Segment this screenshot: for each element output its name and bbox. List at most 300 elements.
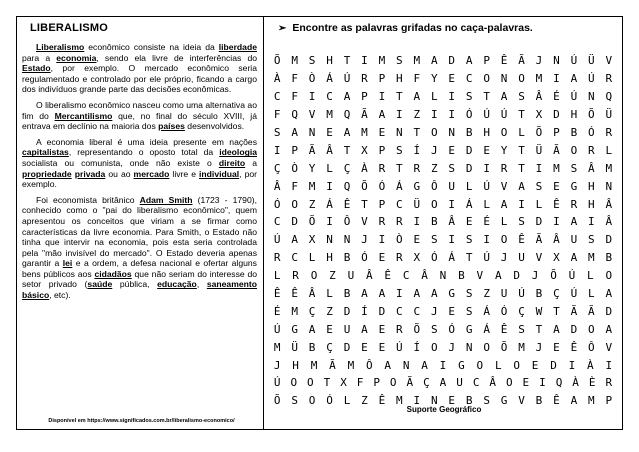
grid-letter[interactable]: E	[483, 143, 490, 157]
grid-letter[interactable]: O	[518, 72, 525, 86]
grid-letter[interactable]: U	[448, 179, 456, 193]
grid-letter[interactable]: N	[439, 269, 447, 283]
grid-letter[interactable]: L	[273, 269, 281, 283]
grid-letter[interactable]: L	[535, 197, 543, 211]
grid-letter[interactable]: Ú	[273, 322, 281, 336]
grid-letter[interactable]: S	[448, 161, 456, 175]
grid-letter[interactable]: Ú	[570, 90, 578, 104]
grid-letter[interactable]: F	[291, 179, 298, 193]
grid-letter[interactable]: O	[476, 358, 484, 372]
grid-letter[interactable]: C	[291, 251, 298, 265]
grid-letter[interactable]: Á	[448, 251, 456, 265]
grid-letter[interactable]: B	[343, 251, 351, 265]
grid-letter[interactable]: E	[448, 72, 456, 86]
grid-letter[interactable]: I	[326, 179, 333, 193]
grid-letter[interactable]: F	[291, 90, 298, 104]
grid-letter[interactable]: Õ	[500, 340, 508, 354]
grid-letter[interactable]: Ô	[343, 215, 351, 229]
grid-letter[interactable]: À	[273, 72, 281, 86]
grid-letter[interactable]: M	[291, 54, 298, 68]
grid-letter[interactable]: Á	[465, 197, 473, 211]
grid-letter[interactable]: À	[361, 161, 368, 175]
grid-letter[interactable]: A	[343, 90, 351, 104]
grid-letter[interactable]: A	[421, 358, 428, 372]
grid-letter[interactable]: A	[361, 322, 368, 336]
grid-letter[interactable]: Â	[308, 287, 316, 301]
grid-letter[interactable]: Ã	[553, 143, 560, 157]
grid-letter[interactable]: R	[361, 72, 368, 86]
grid-letter[interactable]: E	[378, 340, 386, 354]
grid-letter[interactable]: A	[413, 90, 421, 104]
grid-letter[interactable]: B	[605, 251, 613, 265]
grid-letter[interactable]: O	[570, 143, 578, 157]
grid-letter[interactable]: J	[430, 304, 438, 318]
grid-letter[interactable]: Ó	[448, 322, 456, 336]
grid-letter[interactable]: L	[343, 394, 351, 408]
grid-letter[interactable]: Ú	[343, 72, 351, 86]
grid-letter[interactable]: R	[396, 215, 403, 229]
grid-letter[interactable]: A	[378, 287, 386, 301]
grid-letter[interactable]: Ã	[570, 304, 578, 318]
grid-letter[interactable]: S	[535, 179, 543, 193]
grid-letter[interactable]: T	[553, 304, 560, 318]
grid-letter[interactable]: V	[605, 340, 613, 354]
grid-letter[interactable]: Ç	[273, 161, 281, 175]
grid-letter[interactable]: C	[472, 376, 480, 390]
grid-letter[interactable]: Á	[326, 72, 333, 86]
grid-letter[interactable]: I	[396, 287, 403, 301]
grid-letter[interactable]: N	[402, 358, 410, 372]
grid-letter[interactable]: Y	[430, 72, 438, 86]
grid-letter[interactable]: Õ	[273, 394, 281, 408]
grid-letter[interactable]: I	[553, 72, 560, 86]
grid-letter[interactable]: D	[570, 322, 578, 336]
grid-letter[interactable]: B	[308, 340, 316, 354]
grid-letter[interactable]: F	[273, 108, 281, 122]
grid-letter[interactable]: E	[448, 394, 456, 408]
grid-letter[interactable]: X	[361, 143, 368, 157]
grid-letter[interactable]: I	[518, 197, 525, 211]
grid-letter[interactable]: D	[448, 54, 456, 68]
grid-letter[interactable]: A	[605, 322, 613, 336]
grid-letter[interactable]: Â	[421, 269, 428, 283]
grid-letter[interactable]: Z	[308, 197, 316, 211]
grid-letter[interactable]: Ü	[588, 54, 595, 68]
grid-letter[interactable]: B	[458, 269, 465, 283]
grid-letter[interactable]: G	[465, 322, 473, 336]
grid-letter[interactable]: I	[448, 197, 456, 211]
grid-letter[interactable]: G	[570, 179, 578, 193]
grid-letter[interactable]: Ç	[518, 304, 525, 318]
grid-letter[interactable]: Ê	[291, 287, 298, 301]
grid-letter[interactable]: S	[588, 233, 595, 247]
grid-letter[interactable]: Ó	[430, 251, 438, 265]
grid-letter[interactable]: É	[553, 90, 560, 104]
grid-letter[interactable]: M	[310, 358, 318, 372]
grid-letter[interactable]: Â	[553, 233, 560, 247]
grid-letter[interactable]: Ê	[553, 197, 560, 211]
grid-letter[interactable]: E	[465, 215, 473, 229]
grid-letter[interactable]: A	[494, 269, 502, 283]
grid-letter[interactable]: E	[378, 322, 386, 336]
grid-letter[interactable]: U	[570, 233, 578, 247]
grid-letter[interactable]: Õ	[550, 269, 557, 283]
grid-letter[interactable]: N	[308, 126, 316, 139]
grid-letter[interactable]: R	[588, 143, 595, 157]
grid-letter[interactable]: J	[535, 340, 543, 354]
grid-letter[interactable]: Ç	[423, 376, 430, 390]
grid-letter[interactable]: T	[396, 90, 403, 104]
grid-letter[interactable]: M	[518, 340, 525, 354]
grid-letter[interactable]: S	[465, 233, 473, 247]
grid-letter[interactable]: R	[570, 197, 578, 211]
grid-letter[interactable]: Â	[273, 179, 281, 193]
grid-letter[interactable]: M	[588, 394, 595, 408]
grid-letter[interactable]: Á	[326, 197, 333, 211]
grid-letter[interactable]: X	[553, 251, 560, 265]
grid-letter[interactable]: T	[535, 322, 543, 336]
grid-letter[interactable]: P	[553, 126, 560, 139]
grid-letter[interactable]: S	[308, 54, 316, 68]
grid-letter[interactable]: P	[378, 143, 386, 157]
grid-letter[interactable]: R	[396, 322, 403, 336]
grid-letter[interactable]: E	[326, 126, 333, 139]
grid-letter[interactable]: Z	[329, 269, 336, 283]
grid-letter[interactable]: N	[396, 126, 403, 139]
grid-letter[interactable]: D	[465, 143, 473, 157]
grid-letter[interactable]: O	[605, 269, 613, 283]
grid-letter[interactable]: Ò	[308, 72, 316, 86]
grid-letter[interactable]: A	[553, 322, 560, 336]
grid-letter[interactable]: D	[550, 358, 557, 372]
grid-letter[interactable]: V	[518, 394, 525, 408]
grid-letter[interactable]: R	[396, 251, 403, 265]
grid-letter[interactable]: Ã	[406, 376, 414, 390]
grid-letter[interactable]: P	[373, 376, 380, 390]
grid-letter[interactable]: B	[535, 287, 543, 301]
grid-letter[interactable]: Í	[361, 304, 368, 318]
grid-letter[interactable]: A	[500, 197, 508, 211]
grid-letter[interactable]: E	[448, 143, 456, 157]
grid-letter[interactable]: Ü	[413, 197, 421, 211]
grid-letter[interactable]: G	[291, 322, 298, 336]
grid-letter[interactable]: Q	[605, 90, 613, 104]
grid-letter[interactable]: Ê	[343, 197, 351, 211]
grid-letter[interactable]: Á	[483, 322, 490, 336]
grid-letter[interactable]: A	[430, 287, 438, 301]
grid-letter[interactable]: Ú	[483, 251, 490, 265]
grid-letter[interactable]: L	[326, 161, 333, 175]
grid-letter[interactable]: U	[500, 287, 508, 301]
grid-letter[interactable]: A	[361, 287, 368, 301]
grid-letter[interactable]: N	[500, 72, 508, 86]
grid-letter[interactable]: B	[343, 287, 351, 301]
grid-letter[interactable]: Â	[489, 376, 497, 390]
grid-letter[interactable]: À	[587, 358, 594, 372]
grid-letter[interactable]: Ó	[273, 197, 281, 211]
grid-letter[interactable]: N	[448, 126, 456, 139]
grid-letter[interactable]: H	[483, 126, 490, 139]
grid-letter[interactable]: Z	[361, 394, 368, 408]
grid-letter[interactable]: Ú	[273, 233, 281, 247]
grid-letter[interactable]: S	[465, 287, 473, 301]
grid-letter[interactable]: R	[500, 161, 508, 175]
grid-letter[interactable]: O	[500, 233, 508, 247]
grid-letter[interactable]: S	[518, 90, 525, 104]
grid-letter[interactable]: O	[483, 72, 490, 86]
grid-letter[interactable]: S	[396, 54, 403, 68]
grid-letter[interactable]: J	[430, 143, 438, 157]
grid-letter[interactable]: À	[572, 376, 579, 390]
grid-letter[interactable]: M	[588, 251, 595, 265]
grid-letter[interactable]: Ê	[518, 233, 525, 247]
grid-letter[interactable]: Ô	[365, 358, 373, 372]
grid-letter[interactable]: X	[308, 233, 316, 247]
grid-letter[interactable]: D	[513, 269, 520, 283]
grid-letter[interactable]: Ú	[273, 376, 281, 390]
grid-letter[interactable]: Õ	[273, 54, 281, 68]
grid-letter[interactable]: G	[500, 394, 508, 408]
grid-letter[interactable]: I	[448, 90, 456, 104]
grid-letter[interactable]: E	[413, 233, 421, 247]
grid-letter[interactable]: A	[413, 287, 421, 301]
grid-letter[interactable]: I	[413, 394, 421, 408]
grid-letter[interactable]: A	[570, 72, 578, 86]
grid-letter[interactable]: I	[483, 161, 490, 175]
grid-letter[interactable]: X	[535, 108, 543, 122]
grid-letter[interactable]: I	[605, 358, 613, 372]
grid-letter[interactable]: W	[535, 304, 543, 318]
grid-letter[interactable]: S	[518, 215, 525, 229]
grid-letter[interactable]: E	[522, 376, 530, 390]
grid-letter[interactable]: Ú	[518, 287, 525, 301]
grid-letter[interactable]: A	[570, 215, 578, 229]
grid-letter[interactable]: T	[518, 108, 525, 122]
grid-letter[interactable]: Q	[343, 108, 351, 122]
grid-letter[interactable]: C	[273, 90, 281, 104]
grid-letter[interactable]: D	[465, 161, 473, 175]
grid-letter[interactable]: M	[378, 54, 386, 68]
grid-letter[interactable]: Ô	[430, 179, 438, 193]
grid-letter[interactable]: U	[347, 269, 355, 283]
grid-letter[interactable]: R	[605, 126, 613, 139]
grid-letter[interactable]: Õ	[308, 215, 316, 229]
grid-letter[interactable]: H	[326, 251, 333, 265]
grid-letter[interactable]: M	[326, 108, 333, 122]
grid-letter[interactable]: N	[326, 233, 333, 247]
grid-letter[interactable]: Ü	[291, 340, 298, 354]
grid-letter[interactable]: T	[361, 197, 368, 211]
grid-letter[interactable]: J	[535, 54, 543, 68]
grid-letter[interactable]: Q	[555, 376, 563, 390]
grid-letter[interactable]: Õ	[413, 322, 421, 336]
grid-letter[interactable]: T	[343, 143, 351, 157]
grid-letter[interactable]: S	[396, 143, 403, 157]
grid-letter[interactable]: P	[361, 90, 368, 104]
grid-letter[interactable]: N	[588, 90, 595, 104]
grid-letter[interactable]: I	[588, 215, 595, 229]
grid-letter[interactable]: Í	[413, 340, 421, 354]
grid-letter[interactable]: Z	[413, 108, 421, 122]
grid-letter[interactable]: Õ	[588, 108, 595, 122]
grid-letter[interactable]: O	[588, 322, 595, 336]
grid-letter[interactable]: Â	[448, 215, 456, 229]
grid-letter[interactable]: C	[396, 197, 403, 211]
grid-letter[interactable]: L	[465, 179, 473, 193]
grid-letter[interactable]: H	[396, 72, 403, 86]
grid-letter[interactable]: M	[413, 54, 421, 68]
grid-letter[interactable]: J	[500, 251, 508, 265]
grid-letter[interactable]: V	[500, 179, 508, 193]
grid-letter[interactable]: I	[439, 358, 447, 372]
grid-letter[interactable]: O	[308, 394, 316, 408]
grid-letter[interactable]: V	[535, 251, 543, 265]
grid-letter[interactable]: L	[483, 197, 490, 211]
grid-letter[interactable]: Ú	[483, 179, 490, 193]
grid-letter[interactable]: H	[292, 358, 299, 372]
grid-letter[interactable]: A	[308, 322, 316, 336]
grid-letter[interactable]: C	[326, 90, 333, 104]
grid-letter[interactable]: Ê	[384, 269, 392, 283]
grid-letter[interactable]: P	[378, 197, 386, 211]
grid-letter[interactable]: Ã	[329, 358, 336, 372]
grid-letter[interactable]: Ê	[273, 287, 281, 301]
grid-letter[interactable]: P	[291, 143, 298, 157]
grid-letter[interactable]: I	[568, 358, 576, 372]
grid-letter[interactable]: S	[430, 233, 438, 247]
grid-letter[interactable]: N	[343, 233, 351, 247]
grid-letter[interactable]: C	[396, 304, 403, 318]
grid-letter[interactable]: Ò	[291, 161, 298, 175]
grid-letter[interactable]: F	[291, 72, 298, 86]
grid-letter[interactable]: Í	[413, 143, 421, 157]
grid-letter[interactable]: S	[518, 322, 525, 336]
grid-letter[interactable]: C	[465, 72, 473, 86]
grid-letter[interactable]: S	[273, 126, 281, 139]
grid-letter[interactable]: Õ	[535, 126, 543, 139]
grid-letter[interactable]: T	[518, 143, 525, 157]
grid-letter[interactable]: Ó	[588, 126, 595, 139]
grid-letter[interactable]: I	[378, 90, 386, 104]
grid-letter[interactable]: H	[326, 54, 333, 68]
grid-letter[interactable]: D	[343, 304, 351, 318]
grid-letter[interactable]: Ó	[326, 394, 333, 408]
grid-letter[interactable]: Y	[308, 161, 316, 175]
grid-letter[interactable]: É	[483, 215, 490, 229]
grid-letter[interactable]: I	[361, 54, 368, 68]
grid-letter[interactable]: Ú	[396, 340, 403, 354]
grid-letter[interactable]: Â	[535, 90, 543, 104]
grid-letter[interactable]: L	[587, 269, 594, 283]
grid-letter[interactable]: L	[326, 287, 333, 301]
grid-letter[interactable]: I	[448, 108, 456, 122]
grid-letter[interactable]: Y	[500, 143, 508, 157]
grid-letter[interactable]: E	[448, 304, 456, 318]
grid-letter[interactable]: Â	[365, 269, 373, 283]
grid-letter[interactable]: B	[465, 126, 473, 139]
grid-letter[interactable]: Ê	[570, 340, 578, 354]
grid-letter[interactable]: N	[553, 54, 560, 68]
grid-letter[interactable]: R	[378, 215, 386, 229]
grid-letter[interactable]: I	[553, 215, 560, 229]
grid-letter[interactable]: Ê	[378, 394, 386, 408]
grid-letter[interactable]: L	[308, 251, 316, 265]
grid-letter[interactable]: J	[273, 358, 281, 372]
grid-letter[interactable]: Z	[326, 304, 333, 318]
grid-letter[interactable]: M	[396, 394, 403, 408]
grid-letter[interactable]: T	[465, 251, 473, 265]
grid-letter[interactable]: B	[430, 215, 438, 229]
grid-letter[interactable]: I	[430, 108, 438, 122]
grid-letter[interactable]: A	[378, 108, 386, 122]
grid-letter[interactable]: T	[413, 126, 421, 139]
grid-letter[interactable]: Ç	[343, 161, 351, 175]
grid-letter[interactable]: H	[588, 197, 595, 211]
grid-letter[interactable]: O	[513, 358, 520, 372]
grid-letter[interactable]: M	[605, 161, 613, 175]
grid-letter[interactable]: I	[308, 90, 316, 104]
grid-letter[interactable]: Q	[343, 179, 351, 193]
grid-letter[interactable]: Ü	[605, 108, 613, 122]
grid-letter[interactable]: Õ	[361, 179, 368, 193]
grid-letter[interactable]: O	[290, 376, 298, 390]
grid-letter[interactable]: Q	[291, 108, 298, 122]
grid-letter[interactable]: I	[535, 161, 543, 175]
grid-letter[interactable]: E	[361, 340, 368, 354]
grid-letter[interactable]: A	[500, 90, 508, 104]
grid-letter[interactable]: D	[378, 304, 386, 318]
grid-letter[interactable]: Ú	[568, 269, 576, 283]
grid-letter[interactable]: Ç	[553, 287, 560, 301]
grid-letter[interactable]: I	[413, 215, 421, 229]
grid-letter[interactable]: Ú	[500, 108, 508, 122]
grid-letter[interactable]: M	[347, 358, 355, 372]
grid-letter[interactable]: É	[273, 304, 281, 318]
grid-letter[interactable]: T	[483, 90, 490, 104]
grid-letter[interactable]: R	[378, 161, 386, 175]
grid-letter[interactable]: I	[273, 143, 281, 157]
grid-letter[interactable]: A	[291, 233, 298, 247]
grid-letter[interactable]: L	[605, 143, 613, 157]
grid-letter[interactable]: A	[291, 126, 298, 139]
grid-letter[interactable]: O	[307, 376, 314, 390]
grid-letter[interactable]: N	[605, 179, 613, 193]
grid-letter[interactable]: A	[430, 54, 438, 68]
grid-letter[interactable]: Ç	[308, 304, 316, 318]
grid-letter[interactable]: A	[439, 376, 447, 390]
grid-letter[interactable]: È	[588, 376, 596, 390]
grid-letter[interactable]: Ê	[500, 54, 508, 68]
grid-letter[interactable]: H	[570, 108, 578, 122]
grid-letter[interactable]: Ê	[500, 322, 508, 336]
grid-letter[interactable]: R	[273, 251, 281, 265]
grid-letter[interactable]: Ã	[535, 233, 543, 247]
grid-letter[interactable]: E	[326, 322, 333, 336]
grid-letter[interactable]: S	[483, 394, 490, 408]
grid-letter[interactable]: M	[535, 72, 543, 86]
grid-letter[interactable]: Ã	[361, 108, 368, 122]
grid-letter[interactable]: L	[494, 358, 502, 372]
grid-letter[interactable]: G	[458, 358, 465, 372]
grid-letter[interactable]: I	[396, 108, 403, 122]
grid-letter[interactable]: X	[413, 251, 421, 265]
grid-letter[interactable]: M	[273, 340, 281, 354]
grid-letter[interactable]: Ã	[518, 54, 525, 68]
grid-letter[interactable]: Ó	[500, 304, 508, 318]
grid-letter[interactable]: D	[343, 340, 351, 354]
grid-letter[interactable]: C	[402, 269, 410, 283]
grid-letter[interactable]: O	[505, 376, 513, 390]
